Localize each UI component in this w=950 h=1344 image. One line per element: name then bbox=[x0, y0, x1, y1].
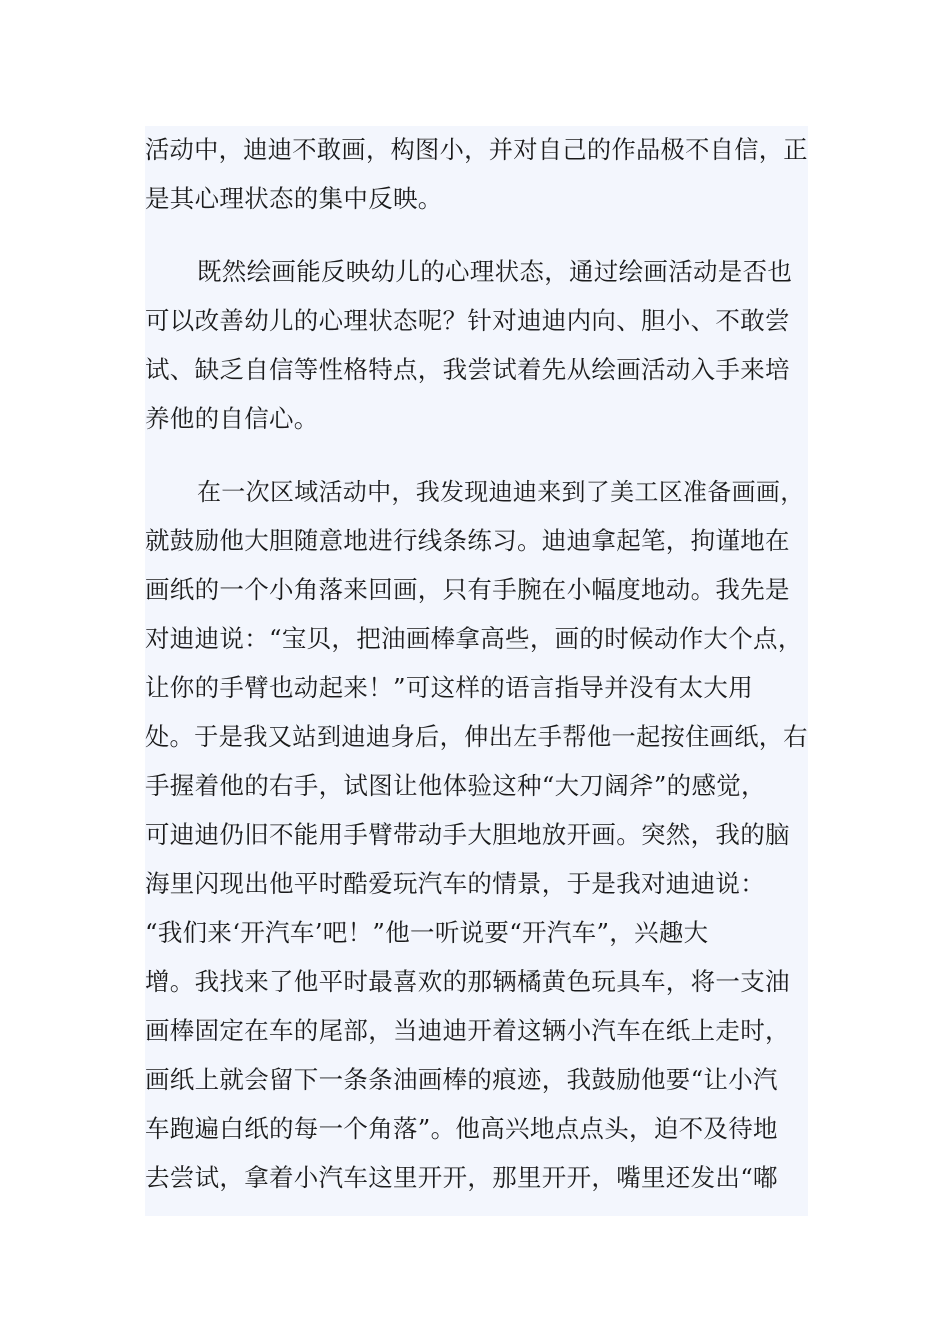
document-body bbox=[145, 126, 808, 1216]
text-line: 可以改善幼儿的心理状态呢？针对迪迪内向、胆小、不敢尝 bbox=[145, 306, 790, 335]
text-line: 处。于是我又站到迪迪身后，伸出左手帮他一起按住画纸，右 bbox=[145, 722, 808, 751]
text-line: 养他的自信心。 bbox=[145, 404, 319, 433]
paragraph-first-line: 在一次区域活动中，我发现迪迪来到了美工区准备画画， bbox=[197, 478, 805, 506]
text-line: 让你的手臂也动起来！”可这样的语言指导并没有太大用 bbox=[145, 673, 754, 702]
text-line: 可迪迪仍旧不能用手臂带动手大胆地放开画。突然，我的脑 bbox=[145, 820, 790, 849]
text-line: 就鼓励他大胆随意地进行线条练习。迪迪拿起笔，拘谨地在 bbox=[145, 526, 790, 555]
text-line: 海里闪现出他平时酷爱玩汽车的情景，于是我对迪迪说： bbox=[145, 869, 765, 898]
text-line: 手握着他的右手，试图让他体验这种“大刀阔斧”的感觉， bbox=[145, 771, 766, 800]
text-line: 试、缺乏自信等性格特点，我尝试着先从绘画活动入手来培 bbox=[145, 355, 790, 384]
text-line: 对迪迪说：“宝贝，把油画棒拿高些，画的时候动作大个点， bbox=[145, 624, 803, 653]
text-line: 画纸上就会留下一条条油画棒的痕迹，我鼓励他要“让小汽 bbox=[145, 1065, 778, 1094]
text-line: 画纸的一个小角落来回画，只有手腕在小幅度地动。我先是 bbox=[145, 575, 790, 604]
text-line: 活动中，迪迪不敢画，构图小，并对自己的作品极不自信，正 bbox=[145, 135, 808, 164]
text-line: 增。我找来了他平时最喜欢的那辆橘黄色玩具车，将一支油 bbox=[145, 967, 790, 996]
text-line: 画棒固定在车的尾部，当迪迪开着这辆小汽车在纸上走时， bbox=[145, 1016, 790, 1045]
text-line: 是其心理状态的集中反映。 bbox=[145, 184, 443, 213]
text-line: 车跑遍白纸的每一个角落”。他高兴地点点头，迫不及待地 bbox=[145, 1114, 778, 1143]
text-line: 去尝试，拿着小汽车这里开开，那里开开，嘴里还发出“嘟 bbox=[145, 1163, 778, 1192]
text-line: “我们来‘开汽车’吧！”他一听说要“开汽车”，兴趣大 bbox=[145, 918, 709, 947]
paragraph-first-line: 既然绘画能反映幼儿的心理状态，通过绘画活动是否也 bbox=[197, 257, 793, 286]
